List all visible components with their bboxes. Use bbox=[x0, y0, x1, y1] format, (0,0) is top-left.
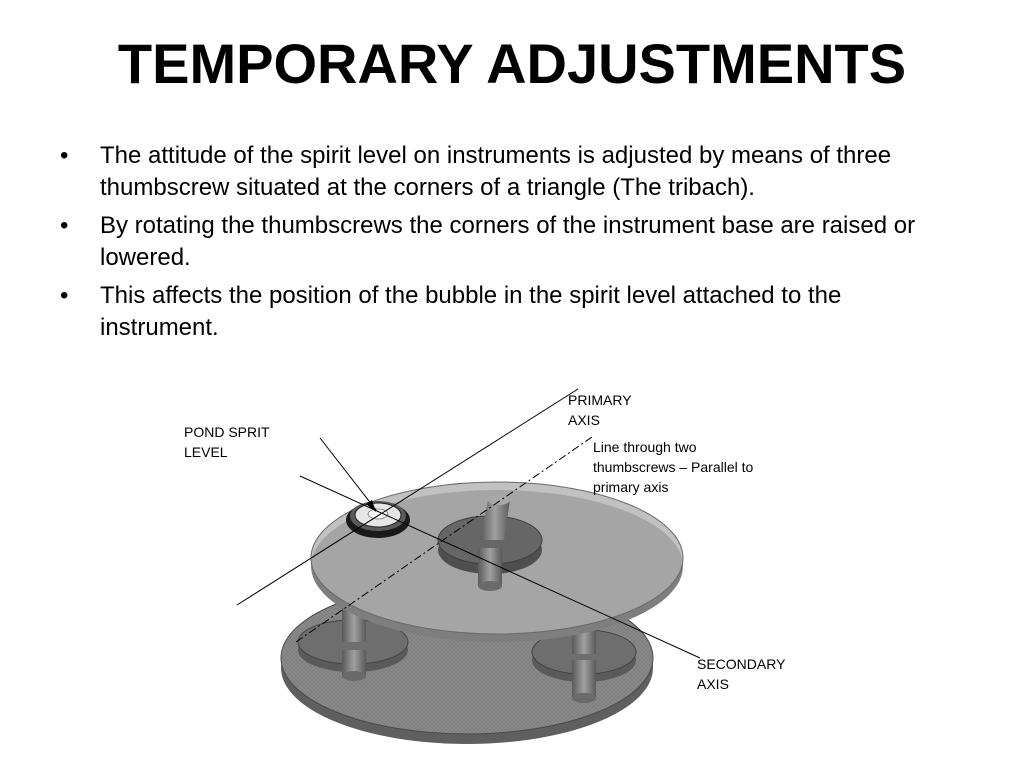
bullet-text: By rotating the thumbscrews the corners of the instrument base are raised or lowered. bbox=[100, 212, 916, 271]
thumbscrew-line-label: Line through two thumbscrews – Parallel to primary axis bbox=[593, 439, 754, 495]
primary-axis-label: PRIMARY AXIS bbox=[568, 392, 632, 428]
pond-level-pointer bbox=[320, 438, 376, 510]
secondary-axis-label: SECONDARY AXIS bbox=[697, 656, 786, 692]
pond-level-label: POND SPRIT LEVEL bbox=[184, 424, 270, 460]
bullet-marker: • bbox=[60, 142, 69, 169]
bullet-marker: • bbox=[60, 282, 69, 309]
bullet-text: This affects the position of the bubble in the spirit level attached to the instrument. bbox=[100, 282, 842, 341]
bullet-text: The attitude of the spirit level on instruments is adjusted by means of three thumbscrew situated at the corners of a triangle (The tribach). bbox=[100, 142, 892, 201]
slide-title: TEMPORARY ADJUSTMENTS bbox=[117, 32, 907, 95]
bullet-marker: • bbox=[60, 212, 69, 239]
